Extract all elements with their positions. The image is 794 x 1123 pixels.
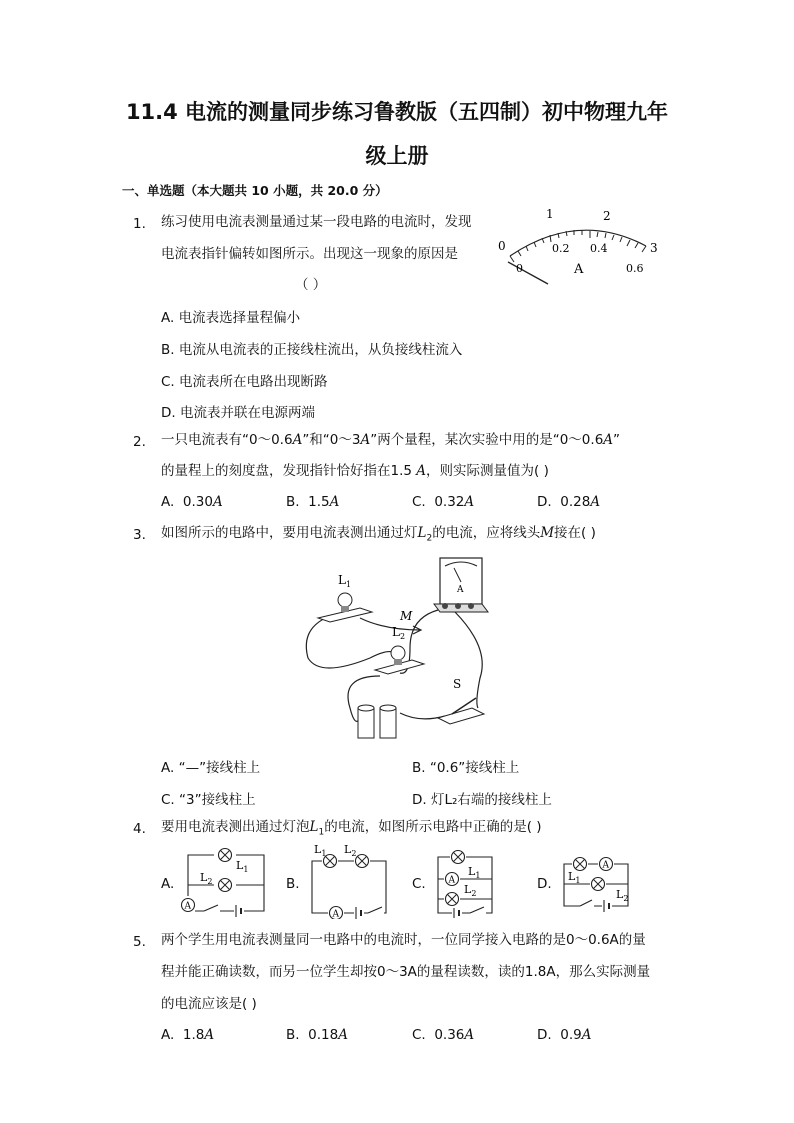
option-value: 1.5 (308, 494, 330, 510)
wire (306, 616, 395, 668)
question-2-option-b[interactable] (286, 494, 339, 510)
option-unit: A (581, 1027, 592, 1043)
svg-text:L2: $L_2$ (200, 871, 213, 886)
question-1-option-c[interactable]: C. 电流表所在电路出现断路 (161, 374, 328, 390)
question-4-number: 4. (133, 821, 146, 837)
lamp-l2-bulb (391, 646, 405, 660)
question-2-text-line2 (161, 463, 549, 479)
terminal-neg (442, 603, 448, 609)
option-letter: A. (161, 494, 175, 510)
question-2-number: 2. (133, 434, 146, 450)
question-1-option-a[interactable]: A. 电流表选择量程偏小 (161, 310, 301, 326)
section-heading: 一、单选题（本大题共 10 小题，共 20.0 分） (122, 183, 388, 198)
option-letter: C. (412, 1027, 426, 1043)
option-letter: D. (537, 494, 552, 510)
q4-circuit-c (430, 845, 502, 921)
dial-needle (508, 262, 548, 284)
switch-board (438, 708, 484, 724)
question-1-text-line3: （ ） (295, 277, 327, 293)
q3-lamp: L (417, 525, 427, 541)
ammeter-label: A (457, 585, 464, 595)
page-title: 11.4 电流的测量同步练习鲁教版（五四制）初中物理九年 (125, 100, 669, 124)
question-2-option-d[interactable] (537, 494, 600, 510)
q3-text-part: 如图所示的电路中，要用电流表测出通过灯 (161, 525, 418, 541)
question-5-number: 5. (133, 934, 146, 950)
option-value: 1.8 (182, 1027, 205, 1043)
page-title-line2: 级上册 (365, 144, 429, 168)
svg-text:L1: $L_1$ (314, 843, 327, 858)
option-letter: D. (537, 1027, 552, 1043)
svg-text:A: A (602, 860, 609, 871)
option-unit: A (464, 494, 475, 510)
q3-text-part: 接在( ) (554, 525, 596, 541)
q4-circuit-d (558, 850, 638, 912)
question-5-text-line3: 的电流应该是( ) (161, 996, 257, 1012)
question-3-text (161, 525, 596, 547)
question-3-option-a[interactable]: A. “—”接线柱上 (161, 760, 261, 776)
svg-text:L2: $L_2$ (464, 883, 477, 898)
dial-top-label-0: 0 (498, 239, 506, 253)
ammeter-dial-figure (490, 200, 670, 290)
svg-text:A: A (448, 875, 455, 886)
option-unit: A (204, 1027, 215, 1043)
dial-bottom-label-2: 0.4 (590, 242, 608, 255)
option-unit: A (590, 494, 601, 510)
q4-circuit-a (178, 843, 270, 919)
svg-text:L2: $L_2$ (616, 888, 629, 903)
svg-text:L1: $L_1$ (568, 870, 581, 885)
option-value: 0.32 (434, 494, 465, 510)
option-unit: A (338, 1027, 348, 1043)
ammeter-base (434, 604, 488, 612)
question-5-option-a[interactable] (161, 1027, 214, 1043)
terminal-3 (468, 603, 474, 609)
question-3-circuit-figure (300, 548, 500, 746)
q2-line2-part: 的量程上的刻度盘，发现指针恰好指在1.5 (161, 463, 417, 479)
question-3-number: 3. (133, 527, 146, 543)
option-letter: B. (286, 1027, 300, 1043)
label-s: S (453, 677, 462, 691)
question-1-option-d[interactable]: D. 电流表并联在电源两端 (161, 405, 315, 421)
lamp-l1-socket (341, 606, 349, 612)
q2-line1-part: ”和“0～3 (302, 432, 361, 448)
question-4-text (161, 819, 542, 841)
option-unit: A (329, 494, 340, 510)
dial-bottom-label-0: 0 (516, 262, 523, 275)
label-l2: $L_2$ (392, 625, 406, 641)
option-value: 0.18 (308, 1027, 339, 1043)
question-5-option-b[interactable] (286, 1027, 348, 1043)
wire (455, 612, 482, 708)
question-4-option-d-letter[interactable]: D. (537, 876, 552, 892)
q2-unit: A (360, 432, 371, 448)
option-unit: A (464, 1027, 475, 1043)
option-letter: C. (412, 494, 426, 510)
question-2-option-a[interactable] (161, 494, 223, 510)
q4-lamp-sub: 1 (318, 827, 325, 838)
q2-line2-part: ，则实际测量值为( ) (426, 463, 549, 479)
question-1-text-line2: 电流表指针偏转如图所示。出现这一现象的原因是 (161, 246, 458, 262)
dial-top-label-2: 2 (603, 209, 611, 223)
question-3-option-c[interactable]: C. “3”接线柱上 (161, 792, 256, 808)
svg-text:A: A (332, 909, 339, 919)
lamp-l1-bulb (338, 593, 352, 607)
question-1-text-line1: 练习使用电流表测量通过某一段电路的电流时，发现 (161, 214, 472, 230)
q2-unit: A (292, 432, 303, 448)
q4-lamp: L (309, 819, 319, 835)
question-5-text-line2: 程并能正确读数，而另一位学生却按0～3A的量程读数，读的1.8A，那么实际测量 (161, 964, 651, 980)
option-letter: B. (286, 494, 300, 510)
svg-text:L1: $L_1$ (236, 859, 249, 874)
svg-text:L2: $L_2$ (344, 843, 357, 858)
question-3-option-d[interactable]: D. 灯L₂右端的接线柱上 (412, 792, 552, 808)
q2-line1-part: ” (613, 432, 621, 448)
dial-top-label-3: 3 (650, 241, 658, 255)
question-5-option-d[interactable] (537, 1027, 592, 1043)
q2-line1-part: 一只电流表有“0～0.6 (161, 432, 293, 448)
question-4-option-a-letter[interactable]: A. (161, 876, 175, 892)
option-letter: A. (161, 1027, 175, 1043)
svg-text:L1: $L_1$ (468, 865, 481, 880)
battery-2-top (380, 705, 396, 711)
option-value: 0.28 (560, 494, 591, 510)
label-m: M (400, 609, 413, 623)
label-l1: $L_1$ (338, 573, 352, 589)
question-1-option-b[interactable]: B. 电流从电流表的正接线柱流出，从负接线柱流入 (161, 342, 463, 358)
q3-wire: M (540, 525, 555, 541)
question-4-option-b-letter[interactable]: B. (286, 876, 300, 892)
lamp-l2-socket (394, 659, 402, 665)
q4-text-part: 的电流，如图所示电路中正确的是( ) (324, 819, 542, 835)
dial-top-label-1: 1 (546, 207, 554, 221)
dial-unit-label: A (574, 262, 584, 277)
battery-1 (358, 708, 374, 738)
question-4-option-c-letter[interactable]: C. (412, 876, 426, 892)
option-value: 0.36 (434, 1027, 465, 1043)
option-value: 0.9 (560, 1027, 582, 1043)
svg-text:A: A (184, 901, 191, 912)
q3-lamp-sub: 2 (426, 533, 433, 544)
battery-1-top (358, 705, 374, 711)
battery-2 (380, 708, 396, 738)
question-5-option-c[interactable] (412, 1027, 474, 1043)
question-2-text-line1 (161, 432, 620, 448)
option-unit: A (212, 494, 223, 510)
q4-text-part: 要用电流表测出通过灯泡 (161, 819, 310, 835)
dial-bottom-label-1: 0.2 (552, 242, 570, 255)
dial-bottom-label-3: 0.6 (626, 262, 644, 275)
q2-unit: A (603, 432, 614, 448)
terminal-06 (455, 603, 461, 609)
q3-text-part: 的电流，应将线头 (432, 525, 541, 541)
q4-circuit-b (306, 843, 392, 919)
question-3-option-b[interactable]: B. “0.6”接线柱上 (412, 760, 520, 776)
question-2-option-c[interactable] (412, 494, 474, 510)
question-1-number: 1. (133, 216, 146, 232)
dial-ticks (510, 230, 646, 262)
question-5-text-line1: 两个学生用电流表测量同一电路中的电流时，一位同学接入电路的是0～0.6A的量 (161, 932, 646, 948)
dial-arc (510, 230, 646, 256)
q2-line1-part: ”两个量程，某次实验中用的是“0～0.6 (370, 432, 604, 448)
option-value: 0.30 (182, 494, 213, 510)
q2-unit: A (416, 463, 427, 479)
